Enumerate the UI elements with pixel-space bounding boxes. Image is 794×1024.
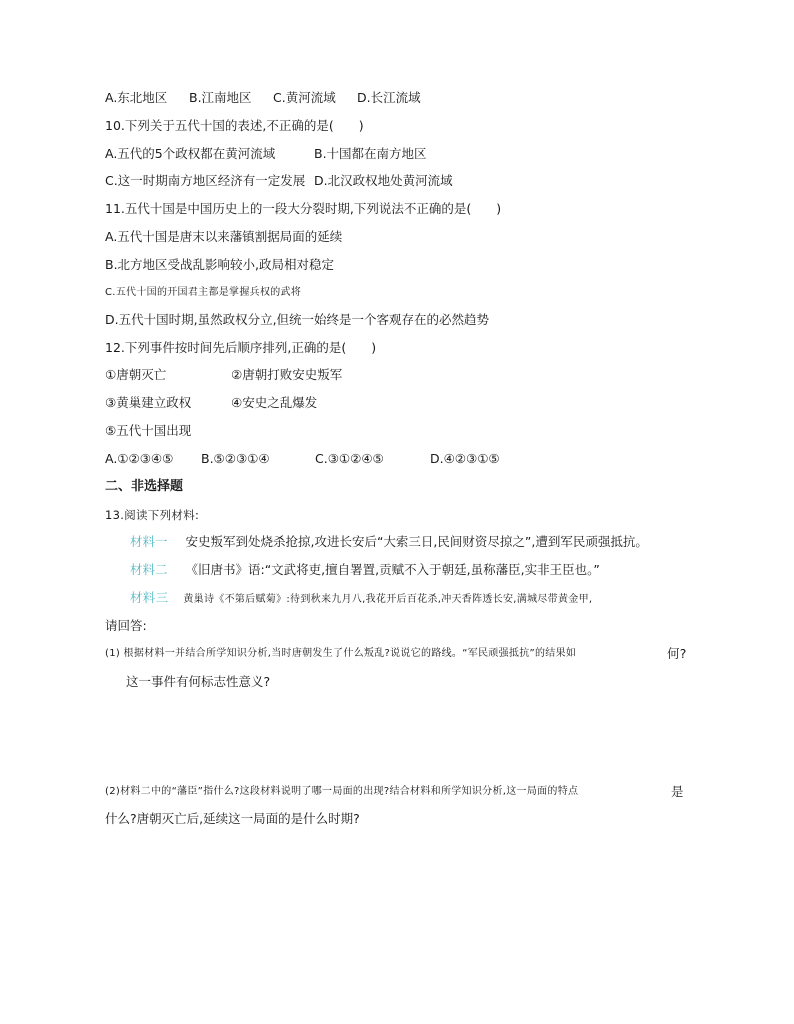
material-2-text: 《旧唐书》语:“文武将吏,擅自署置,贡赋不入于朝廷,虽称藩臣,实非王臣也。” (185, 562, 600, 577)
q12-option-d: D.④②③①⑤ (430, 451, 500, 466)
q10-option-c: C.这一时期南方地区经济有一定发展 (105, 173, 306, 188)
q13-sub2-text: (2)材料二中的“藩臣”指什么?这段材料说明了哪一局面的出现?结合材料和所学知识分析,这一局面的特点 (105, 786, 579, 797)
q13-sub1-line2: 这一事件有何标志性意义? (126, 674, 271, 689)
q12-option-c: C.③①②④⑤ (315, 451, 384, 466)
q11-option-b: B.北方地区受战乱影响较小,政局相对稳定 (105, 257, 335, 272)
q9-option-d: D.长江流域 (357, 90, 421, 105)
q12-event-2: ②唐朝打败安史叛军 (231, 367, 343, 382)
q10-option-b: B.十国都在南方地区 (314, 146, 427, 161)
answer-space-2[interactable] (105, 840, 685, 1000)
answer-space-1[interactable] (105, 700, 685, 775)
q9-options (105, 89, 705, 107)
q9-option-a: A.东北地区 (105, 90, 168, 105)
q12-events-row2 (105, 394, 705, 412)
q12-event-5: ⑤五代十国出现 (105, 423, 192, 438)
q12-stem: 12.下列事件按时间先后顺序排列,正确的是( ) (105, 340, 377, 355)
q13-stem: 13.阅读下列材料: (105, 508, 200, 522)
section-title: 二、非选择题 (105, 479, 184, 494)
q11-stem: 11.五代十国是中国历史上的一段大分裂时期,下列说法不正确的是( ) (105, 201, 502, 216)
q13-material-1 (130, 533, 648, 551)
q11-option-d: D.五代十国时期,虽然政权分立,但统一始终是一个客观存在的必然趋势 (105, 312, 490, 327)
q9-option-c: C.黄河流域 (273, 90, 336, 105)
q11-option-c: C.五代十国的开国君主都是掌握兵权的武将 (105, 287, 302, 298)
q10-option-a: A.五代的5个政权都在黄河流域 (105, 146, 276, 161)
q9-option-b: B.江南地区 (189, 90, 252, 105)
material-3-text: 黄巢诗《不第后赋菊》:待到秋来九月八,我花开后百花杀,冲天香阵透长安,满城尽带黄金甲, (183, 594, 593, 605)
q13-sub1-line1 (105, 645, 695, 663)
q13-sub1-tail: 何? (667, 646, 687, 661)
material-2-label: 材料二 (130, 562, 168, 577)
q10-options-row1 (105, 145, 705, 163)
material-1-text: 安史叛军到处烧杀抢掠,攻进长安后“大索三日,民间财资尽掠之”,遭到军民顽强抵抗。 (185, 534, 648, 549)
q10-stem: 10.下列关于五代十国的表述,不正确的是( ) (105, 118, 364, 133)
q12-option-a: A.①②③④⑤ (105, 451, 174, 466)
q10-option-d: D.北汉政权地处黄河流域 (314, 173, 453, 188)
material-1-label: 材料一 (130, 534, 168, 549)
q13-sub1-text: (1) 根据材料一并结合所学知识分析,当时唐朝发生了什么叛乱?说说它的路线。“军民顽强抵抗”的结果如 (105, 648, 577, 659)
q13-sub2-line1 (105, 783, 695, 801)
q12-events-row1 (105, 366, 705, 384)
q12-options (105, 450, 705, 468)
q11-option-a: A.五代十国是唐末以来藩镇割据局面的延续 (105, 229, 343, 244)
q13-sub2-line2: 什么?唐朝灭亡后,延续这一局面的是什么时期? (105, 811, 360, 826)
q12-option-b: B.⑤②③①④ (201, 451, 270, 466)
q13-prompt: 请回答: (105, 618, 147, 633)
q12-event-1: ①唐朝灭亡 (105, 367, 167, 382)
q13-material-3 (130, 589, 592, 609)
q12-event-4: ④安史之乱爆发 (231, 395, 318, 410)
material-3-label: 材料三 (130, 590, 169, 605)
q13-material-2 (130, 561, 600, 579)
q13-sub2-tail: 是 (671, 784, 684, 799)
q12-event-3: ③黄巢建立政权 (105, 395, 192, 410)
q10-options-row2 (105, 172, 705, 190)
